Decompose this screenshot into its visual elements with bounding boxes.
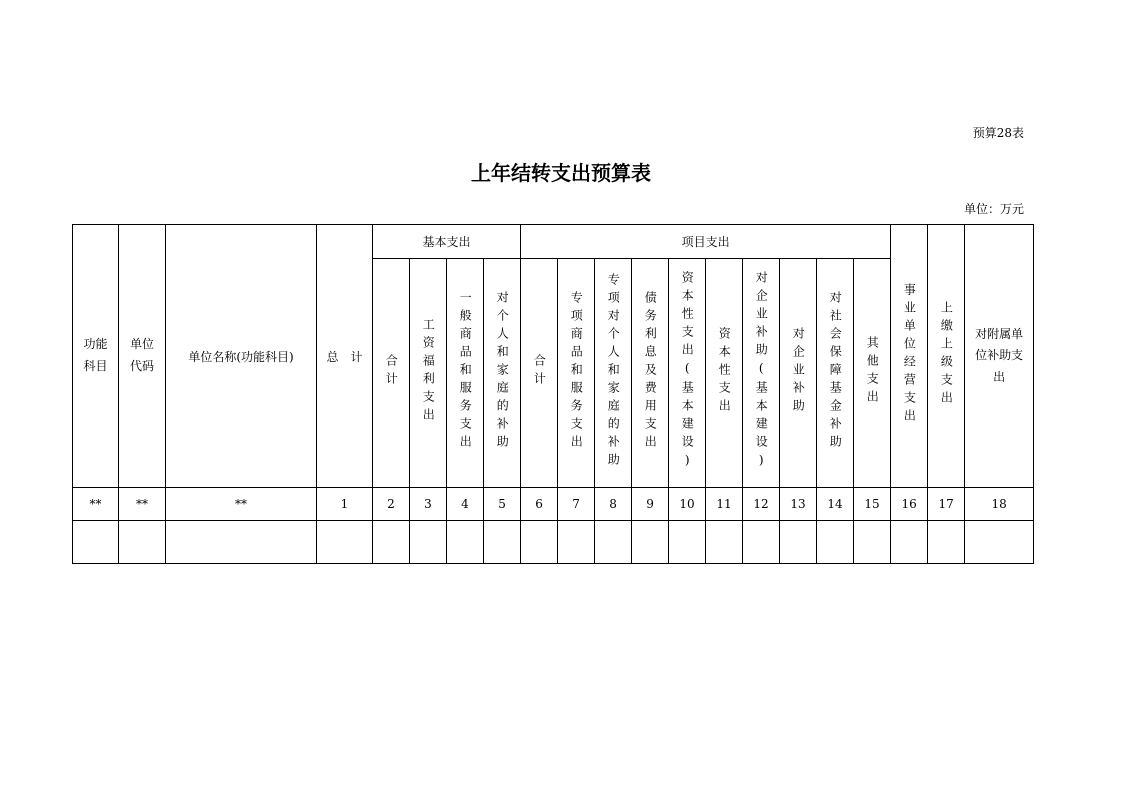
table-number: 预算28表 — [972, 126, 1024, 140]
table-cell — [891, 521, 928, 564]
page-title: 上年结转支出预算表 — [471, 161, 651, 185]
column-number-cell: 18 — [965, 488, 1034, 521]
table-cell — [166, 521, 317, 564]
table-cell — [73, 521, 119, 564]
header-business-expenditure: 事业单位经营支出 — [891, 225, 928, 488]
header-unit-name: 单位名称(功能科目) — [166, 225, 317, 488]
header-unit-code: 单位 代码 — [119, 225, 166, 488]
project-col-capital: 资本性支出 — [706, 259, 743, 488]
header-func-subject: 功能 科目 — [73, 225, 119, 488]
table-cell — [780, 521, 817, 564]
project-col-capital-construction: 资本性支出(基本建设) — [669, 259, 706, 488]
column-number-cell: ** — [119, 488, 166, 521]
project-col-total: 合计 — [521, 259, 558, 488]
column-number-cell: 10 — [669, 488, 706, 521]
column-number-cell: 8 — [595, 488, 632, 521]
table-cell — [965, 521, 1034, 564]
group-basic-expenditure: 基本支出 — [373, 225, 521, 259]
unit-label: 单位：万元 — [963, 202, 1024, 216]
column-number-cell: 9 — [632, 488, 669, 521]
table-cell — [373, 521, 410, 564]
column-number-cell: 1 — [317, 488, 373, 521]
group-project-expenditure: 项目支出 — [521, 225, 891, 259]
table-cell — [595, 521, 632, 564]
header-total: 总 计 — [317, 225, 373, 488]
column-number-cell: 6 — [521, 488, 558, 521]
project-col-social-security: 对社会保障基金补助 — [817, 259, 854, 488]
project-col-goods-services: 专项商品和服务支出 — [558, 259, 595, 488]
column-number-cell: 11 — [706, 488, 743, 521]
column-number-cell: 16 — [891, 488, 928, 521]
column-number-cell: 2 — [373, 488, 410, 521]
project-col-debt-interest: 债务利息及费用支出 — [632, 259, 669, 488]
column-number-cell: 14 — [817, 488, 854, 521]
header-remit-superior: 上缴上级支出 — [928, 225, 965, 488]
column-number-cell: 7 — [558, 488, 595, 521]
column-number-cell: 13 — [780, 488, 817, 521]
column-number-cell: 3 — [410, 488, 447, 521]
table-cell — [484, 521, 521, 564]
table-row — [73, 521, 1034, 564]
basic-col-wages: 工资福利支出 — [410, 259, 447, 488]
column-number-cell: ** — [166, 488, 317, 521]
project-col-other: 其他支出 — [854, 259, 891, 488]
table-cell — [521, 521, 558, 564]
table-cell — [558, 521, 595, 564]
column-number-cell: ** — [73, 488, 119, 521]
column-number-cell: 12 — [743, 488, 780, 521]
column-number-cell: 15 — [854, 488, 891, 521]
column-number-cell: 17 — [928, 488, 965, 521]
table-cell — [119, 521, 166, 564]
column-number-cell: 4 — [447, 488, 484, 521]
project-col-enterprise-subsidy: 对企业补助 — [780, 259, 817, 488]
table-cell — [706, 521, 743, 564]
table-cell — [410, 521, 447, 564]
table-cell — [854, 521, 891, 564]
basic-col-personal-subsidy: 对个人和家庭的补助 — [484, 259, 521, 488]
column-number-row — [73, 488, 1034, 521]
project-col-enterprise-construction: 对企业补助(基本建设) — [743, 259, 780, 488]
table-cell — [669, 521, 706, 564]
table-cell — [817, 521, 854, 564]
project-col-personal-subsidy: 专项对个人和家庭的补助 — [595, 259, 632, 488]
table-cell — [928, 521, 965, 564]
column-number-cell: 5 — [484, 488, 521, 521]
basic-col-total: 合计 — [373, 259, 410, 488]
header-subsidiary-subsidy: 对附属单 位补助支 出 — [965, 225, 1034, 488]
table-cell — [632, 521, 669, 564]
basic-col-goods-services: 一般商品和服务支出 — [447, 259, 484, 488]
table-cell — [317, 521, 373, 564]
budget-table — [72, 224, 1034, 564]
table-cell — [447, 521, 484, 564]
table-cell — [743, 521, 780, 564]
